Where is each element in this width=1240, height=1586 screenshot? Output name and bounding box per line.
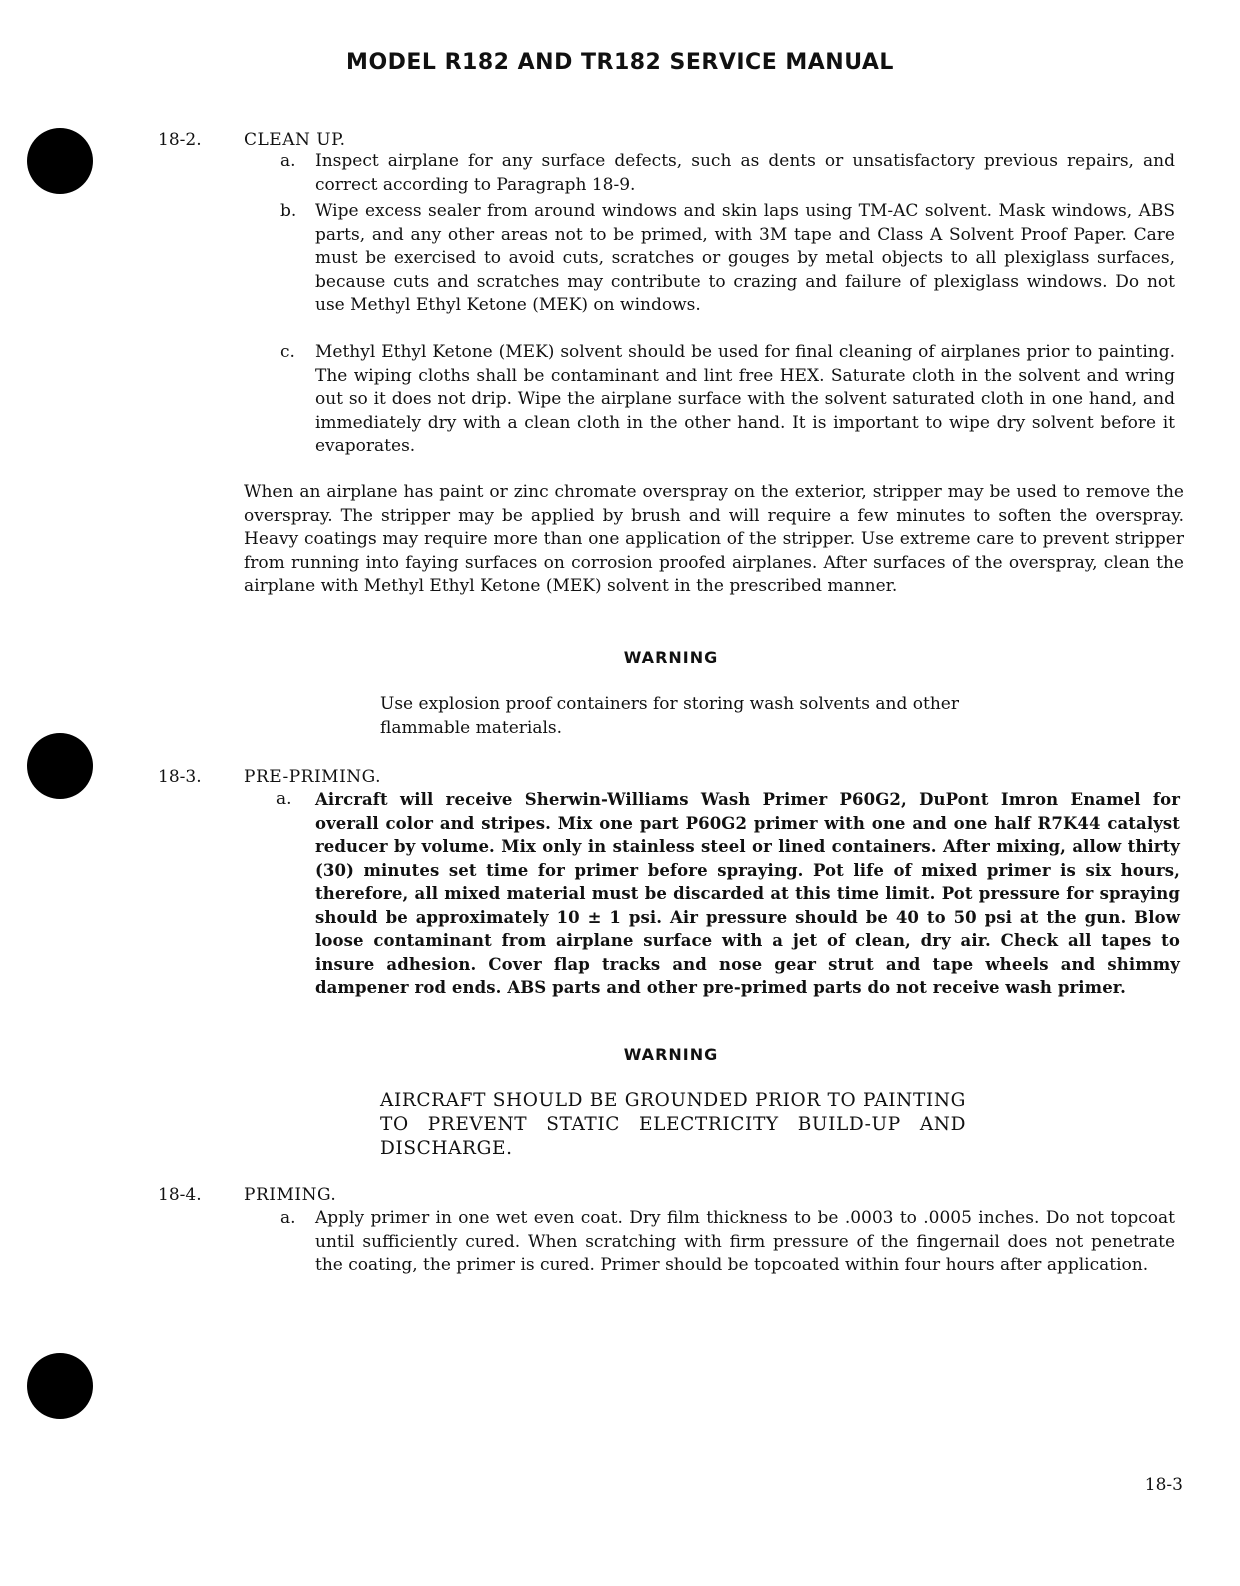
page-number: 18-3 — [1144, 1475, 1183, 1495]
page-title: MODEL R182 AND TR182 SERVICE MANUAL — [346, 50, 894, 75]
warning-text: Use explosion proof containers for storing wash solvents and other flammable materials. — [380, 694, 959, 738]
warning-label: WARNING — [623, 648, 719, 667]
section-number: 18-2. — [158, 130, 202, 150]
section-number: 18-4. — [158, 1185, 202, 1205]
item-text: Wipe excess sealer from around windows and skin laps using TM-AC solvent. Mask windows, ABS parts, and any other areas not to be primed, with 3M tape and Class A Solvent Proof Paper. Care must be exercised to avoid cuts, scratches or gouges by metal objects to all plexiglass surfaces, because cuts and scratches may contribute to crazing and failure of plexiglass windows. Do not use Methyl Ethyl Ketone (MEK) on windows. — [315, 201, 1175, 315]
body-paragraph: When an airplane has paint or zinc chromate overspray on the exterior, stripper may be used to remove the overspray. The stripper may be applied by brush and will require a few minutes to soften the overspray. Heavy coatings may require more than one application of the stripper. Use extreme care to prevent stripper from running into faying surfaces on corrosion proofed airplanes. After surfaces of the overspray, clean the airplane with Methyl Ethyl Ketone (MEK) solvent in the prescribed manner. — [244, 482, 1184, 596]
section-title: PRIMING. — [244, 1185, 337, 1205]
binder-hole-bottom — [27, 1353, 93, 1419]
section-title: PRE-PRIMING. — [244, 767, 382, 787]
item-text: Aircraft will receive Sherwin-Williams Wash Primer P60G2, DuPont Imron Enamel for overall color and stripes. Mix one part P60G2 primer with one and one half R7K44 catalyst reducer by volume. Mix only in stainless steel or lined containers. After mixing, allow thirty (30) minutes set time for primer before spraying. Pot life of mixed primer is six hours, therefore, all mixed material must be discarded at this time limit. Pot pressure for spraying should be approximately 10 ± 1 psi. Air pressure should be 40 to 50 psi at the gun. Blow loose contaminant from airplane surface with a jet of clean, dry air. Check all tapes to insure adhesion. Cover flap tracks and nose gear strut and tape wheels and shimmy dampener rod ends. ABS parts and other pre-primed parts do not receive wash primer. — [315, 790, 1180, 997]
item-text: Inspect airplane for any surface defects, such as dents or unsatisfactory previous repairs, and correct according to Paragraph 18-9. — [315, 151, 1175, 195]
section-number: 18-3. — [158, 767, 202, 787]
item-marker: b. — [280, 201, 297, 221]
binder-hole-middle — [27, 733, 93, 799]
warning-label: WARNING — [623, 1045, 719, 1064]
binder-hole-top — [27, 128, 93, 194]
warning-text: AIRCRAFT SHOULD BE GROUNDED PRIOR TO PAINTING TO PREVENT STATIC ELECTRICITY BUILD-UP AND DISCHARGE. — [380, 1090, 966, 1159]
item-marker: a. — [280, 151, 296, 171]
item-marker: c. — [280, 342, 295, 362]
item-text: Apply primer in one wet even coat. Dry film thickness to be .0003 to .0005 inches. Do not topcoat until sufficiently cured. When scratching with firm pressure of the fingernail does not penetrate the coating, the primer is cured. Primer should be topcoated within four hours after application. — [315, 1208, 1175, 1275]
item-marker: a. — [276, 789, 292, 809]
item-marker: a. — [280, 1208, 296, 1228]
item-text: Methyl Ethyl Ketone (MEK) solvent should be used for final cleaning of airplanes prior to painting. The wiping cloths shall be contaminant and lint free HEX. Saturate cloth in the solvent and wring out so it does not drip. Wipe the airplane surface with the solvent saturated cloth in one hand, and immediately dry with a clean cloth in the other hand. It is important to wipe dry solvent before it evaporates. — [315, 342, 1175, 456]
section-title: CLEAN UP. — [244, 130, 346, 150]
